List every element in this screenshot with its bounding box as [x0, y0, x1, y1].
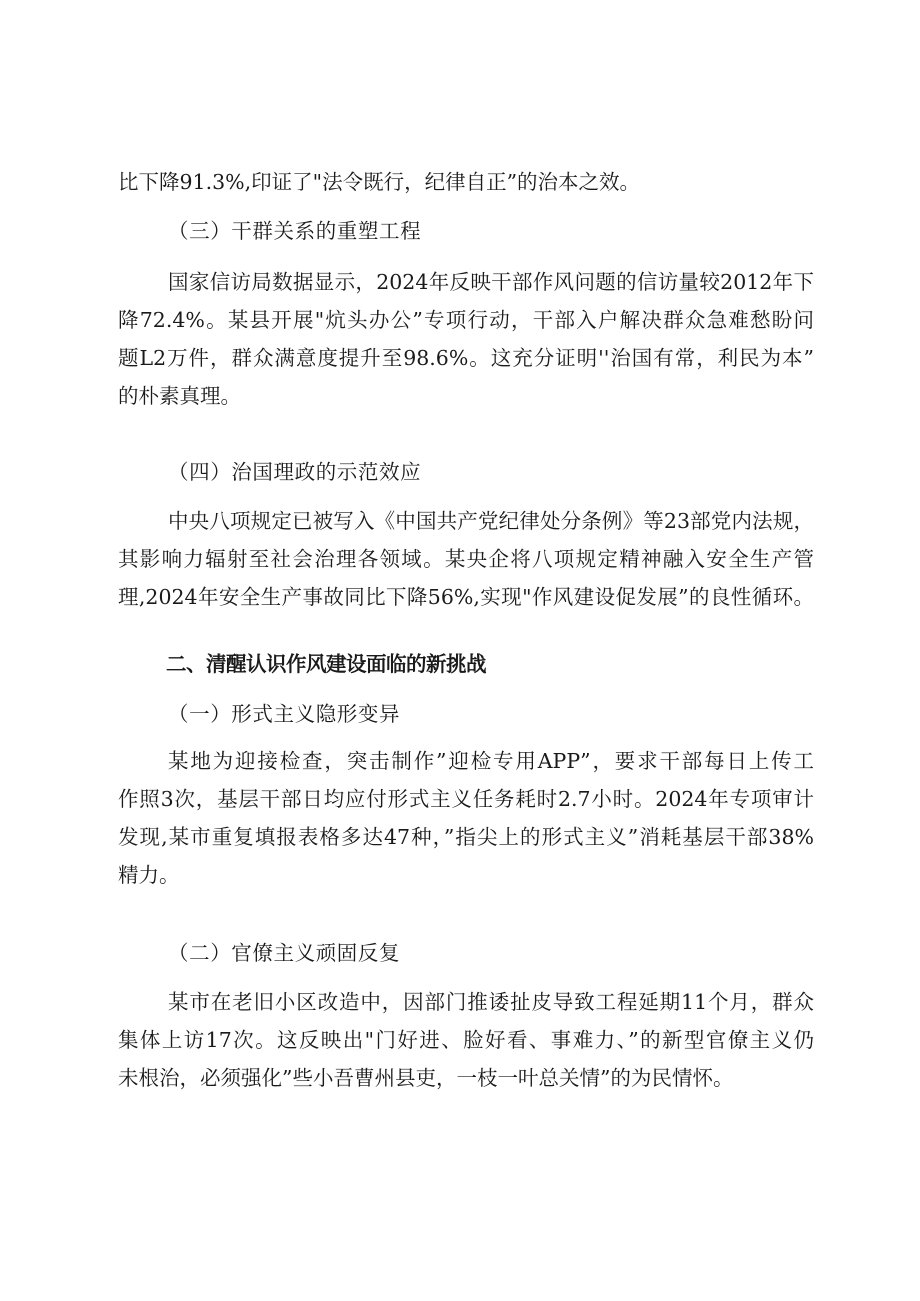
paragraph-continuation	[118, 163, 814, 201]
paragraph-line: 其影响力辐射至社会治理各领域。某央企将八项规定精神融入安全生产管	[118, 547, 814, 571]
paragraph-line: 的朴素真理。	[118, 384, 241, 408]
paragraph-line: 某地为迎接检查，突击制作”迎检专用APP”，要求干部每日上传工	[168, 749, 814, 773]
paragraph-line: 理,2024年安全生产事故同比下降56%,实现"作风建设促发展”的良性循环。	[118, 585, 814, 609]
paragraph-line: 题L2万件，群众满意度提升至98.6%。这充分证明''治国有常，利民为本”	[118, 346, 814, 370]
paragraph-line: 精力。	[118, 863, 180, 887]
paragraph-line: 未根治，必须强化”些小吾曹州县吏，一枝一叶总关情”的为民情怀。	[118, 1066, 734, 1090]
paragraph-petition-data	[118, 263, 814, 415]
paragraph-line: 发现,某市重复填报表格多达47种，”指尖上的形式主义”消耗基层干部38%	[118, 825, 814, 849]
paragraph-demonstration-effect	[118, 502, 814, 616]
paragraph-line: 国家信访局数据显示，2024年反映干部作风问题的信访量较2012年下	[168, 270, 814, 294]
paragraph-line: 作照3次，基层干部日均应付形式主义任务耗时2.7小时。2024年专项审计	[118, 787, 814, 811]
paragraph-line: 某市在老旧小区改造中，因部门推诿扯皮导致工程延期11个月，群众	[168, 990, 814, 1014]
subheading-two: （二）官僚主义顽固反复	[168, 941, 401, 965]
paragraph-line: 集体上访17次。这反映出"门好进、脸好看、事难力、”的新型官僚主义仍	[118, 1028, 814, 1052]
subheading-one: （一）形式主义隐形变异	[168, 702, 401, 726]
paragraph-bureaucratism	[118, 983, 814, 1097]
paragraph-formalism	[118, 742, 814, 894]
subheading-three: （三）干群关系的重塑工程	[168, 219, 422, 243]
subheading-four: （四）治国理政的示范效应	[168, 460, 422, 484]
paragraph-line: 比下降91.3%,印证了"法令既行，纪律自正”的治本之效。	[118, 170, 641, 194]
paragraph-line: 中央八项规定已被写入《中国共产党纪律处分条例》等23部党内法规，	[168, 509, 814, 533]
section-heading-two: 二、清醒认识作风建设面临的新挑战	[166, 652, 486, 676]
paragraph-line: 降72.4%。某县开展"炕头办公”专项行动，干部入户解决群众急难愁盼问	[118, 308, 814, 332]
